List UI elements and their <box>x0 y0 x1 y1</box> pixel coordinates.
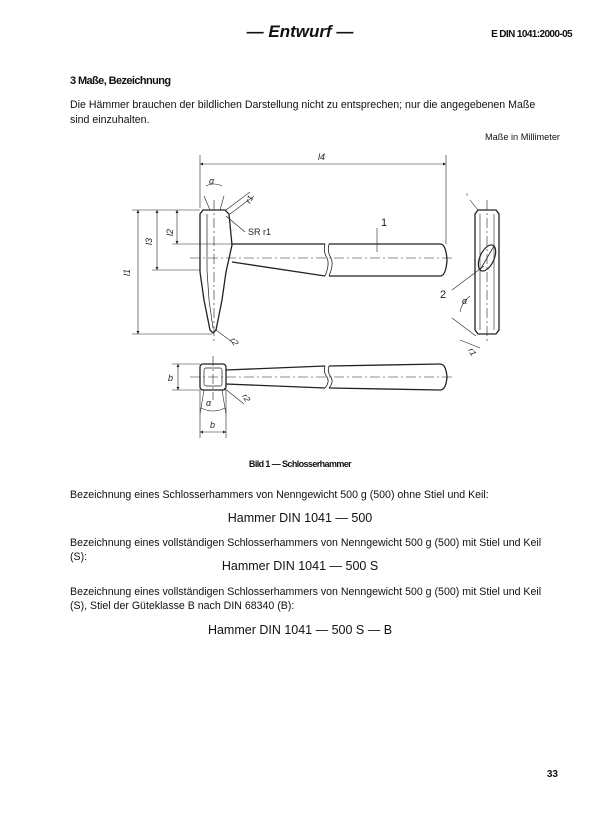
intro-paragraph: Die Hämmer brauchen der bildlichen Darstellung nicht zu entsprechen; nur die angegebenen Maße sind einzuhalten. <box>70 99 536 126</box>
figure-caption: Bild 1 — Schlosserhammer <box>248 459 352 469</box>
part-number-1: 1 <box>381 217 388 229</box>
units-note: Maße in Millimeter <box>484 132 560 142</box>
handle-side <box>232 244 447 276</box>
dim-l4: l4 <box>318 152 326 162</box>
designation-text-2: Bezeichnung eines vollständigen Schlosserhammers von Nenngewicht 500 g (500) mit Stiel und Keil (S): <box>70 537 542 563</box>
radius-r1: r1 <box>243 193 256 205</box>
dim-l1: l1 <box>122 268 132 276</box>
hammer-technical-drawing <box>0 140 600 450</box>
document-id: E DIN 1041:2000-05 <box>491 29 572 40</box>
radius-r1-end: r1 <box>466 346 479 358</box>
section-heading: 3 Maße, Bezeichnung <box>70 75 171 87</box>
radius-r2-top: r2 <box>240 392 253 404</box>
page-number: 33 <box>546 769 558 780</box>
end-view <box>440 194 499 358</box>
draft-title: — Entwurf — <box>246 22 354 41</box>
top-view <box>168 356 455 438</box>
designation-text-3: Bezeichnung eines vollständigen Schlosserhammers von Nenngewicht 500 g (500) mit Stiel und Keil (S), Stiel der Güteklasse B nach DIN 68340 (B): <box>70 586 542 612</box>
dim-b-vertical: b <box>168 373 174 383</box>
part-number-2: 2 <box>440 289 447 301</box>
alpha-bottom: α <box>206 398 212 408</box>
dim-l3: l3 <box>144 237 154 245</box>
radius-r2: r2 <box>228 335 241 348</box>
designation-text-1: Bezeichnung eines Schlosserhammers von Nenngewicht 500 g (500) ohne Stiel und Keil: <box>70 489 489 501</box>
side-view <box>122 152 455 348</box>
designation-example-1: Hammer DIN 1041 — 500 <box>227 511 373 525</box>
dim-l2: l2 <box>165 228 175 236</box>
sphere-radius-label: SR r1 <box>248 227 272 237</box>
designation-example-3: Hammer DIN 1041 — 500 S — B <box>207 623 393 637</box>
svg-text:°: ° <box>466 194 469 200</box>
alpha-top: α <box>209 176 215 186</box>
alpha-side: α <box>462 296 468 306</box>
designation-example-2: Hammer DIN 1041 — 500 S <box>221 559 379 573</box>
hammer-head-side <box>200 210 232 333</box>
dim-b-horizontal: b <box>210 420 216 430</box>
